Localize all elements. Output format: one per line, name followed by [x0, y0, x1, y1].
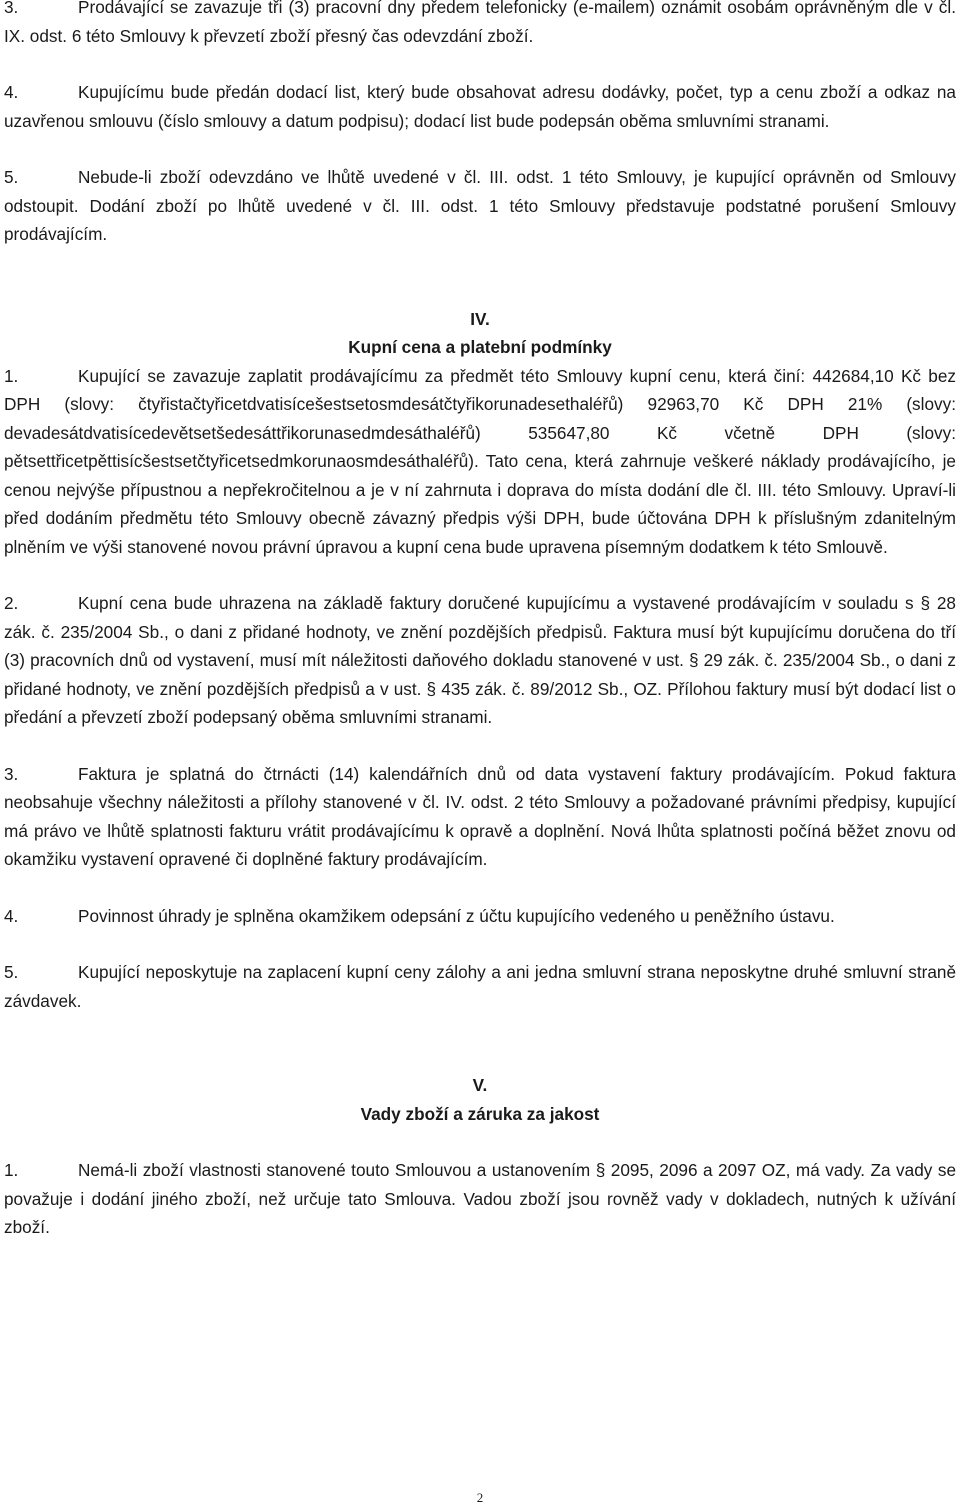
paragraph-number: 5. — [4, 167, 19, 187]
paragraph-text: Prodávající se zavazuje tři (3) pracovní dny předem telefonicky (e-mailem) oznámit osobám oprávněným dle v čl. IX. odst. 6 této Smlouvy k převzetí zboží přesný čas odevzdání zboží. — [4, 0, 956, 46]
paragraph-4 — [4, 78, 956, 135]
paragraph-text: Kupující neposkytuje na zaplacení kupní ceny zálohy a ani jedna smluvní strana neposkytne druhé smluvní straně závdavek. — [4, 962, 956, 1011]
paragraph-number: 1. — [4, 365, 19, 386]
paragraph-number: 5. — [4, 962, 19, 982]
section-5-title: Vady zboží a záruka za jakost — [360, 1103, 600, 1124]
paragraph-text: Povinnost úhrady je splněna okamžikem odepsání z účtu kupujícího vedeného u peněžního ústavu. — [78, 905, 835, 926]
section-4-number: IV. — [470, 308, 490, 329]
paragraph-text: Kupní cena bude uhrazena na základě faktury doručené kupujícímu a vystavené prodávajícím v souladu s § 28 zák. č. 235/2004 Sb., o dani z přidané hodnoty, ve znění pozdějších předpisů. Faktura musí být kupujícímu doručena do tří (3) pracovních dnů od vystavení, musí mít náležitosti daňového dokladu stanovené v ust. § 29 zák. č. 235/2004 Sb., o dani z přidané hodnoty, ve znění pozdějších předpisů a v ust. § 435 zák. č. 89/2012 Sb., OZ. Přílohou faktury musí být dodací list o předání a převzetí zboží podepsaný oběma smluvními stranami. — [4, 593, 956, 727]
paragraph-number: 2. — [4, 593, 19, 613]
section-4-paragraph-1 — [4, 362, 956, 562]
paragraph-text: Kupující se zavazuje zaplatit prodávajícímu za předmět této Smlouvy kupní cenu, která činí: 442684,10 Kč bez DPH (slovy: čtyřistačtyřicetdvatisícešestsetosmdesátčtyřikorunadesethaléřů) 92963,70 Kč DPH 21% (slovy: devadesátdvatisícedevětsetšedesáttřikorunasedmdesáthaléřů) 535647,80 Kč včetně DPH (slovy: pětsettřicetpěttisícšestsetčtyřicetsedmkorunaosmdesáthaléřů). Tato cena, která zahrnuje veškeré náklady prodávajícího, je cenou nejvýše přípustnou a nepřekročitelnou a je v ní zahrnuta i doprava do místa dodání dle čl. III. této Smlouvy. Upraví-li před dodáním předmětu této Smlouvy obecně závazný předpis výši DPH, bude účtována DPH k příslušným zdanitelným plněním ve výši stanovené novou právní úpravou a kupní cena bude upravena písemným dodatkem k této Smlouvě. — [4, 365, 956, 557]
section-5-paragraph-1 — [4, 1156, 956, 1242]
section-4-paragraph-2 — [4, 589, 956, 732]
paragraph-text: Faktura je splatná do čtrnácti (14) kalendářních dnů od data vystavení faktury prodávajícím. Pokud faktura neobsahuje všechny náležitosti a přílohy stanovené v čl. IV. odst. 2 této Smlouvy a požadované právními předpisy, kupující má právo ve lhůtě splatnosti fakturu vrátit prodávajícímu k opravě a doplnění. Nová lhůta splatnosti počíná běžet znovu od okamžiku vystavení opravené či doplněné faktury prodávajícím. — [4, 763, 956, 869]
section-4-title: Kupní cena a platební podmínky — [348, 337, 612, 357]
section-4-paragraph-3 — [4, 760, 956, 874]
paragraph-number: 1. — [4, 1160, 19, 1180]
page-number: 2 — [476, 1490, 484, 1505]
paragraph-number: 3. — [4, 763, 19, 784]
paragraph-5 — [4, 163, 956, 249]
paragraph-text: Nemá-li zboží vlastnosti stanovené touto Smlouvou a ustanovením § 2095, 2096 a 2097 OZ, má vady. Za vady se považuje i dodání jiného zboží, než určuje tato Smlouva. Vadou zboží jsou rovněž vady v dokladech, nutných k užívání zboží. — [4, 1160, 956, 1237]
paragraph-3 — [4, 0, 956, 50]
section-5-number: V. — [472, 1075, 488, 1095]
paragraph-text: Kupujícímu bude předán dodací list, který bude obsahovat adresu dodávky, počet, typ a cenu zboží a odkaz na uzavřenou smlouvu (číslo smlouvy a datum podpisu); dodací list bude podepsán oběma smluvními stranami. — [4, 82, 956, 131]
paragraph-number: 4. — [4, 82, 19, 102]
document-page — [4, 0, 956, 1242]
section-4-paragraph-5 — [4, 958, 956, 1015]
section-4-paragraph-4 — [4, 902, 956, 931]
paragraph-number: 3. — [4, 0, 19, 17]
paragraph-text: Nebude-li zboží odevzdáno ve lhůtě uvedené v čl. III. odst. 1 této Smlouvy, je kupující oprávněn od Smlouvy odstoupit. Dodání zboží po lhůtě uvedené v čl. III. odst. 1 této Smlouvy představuje podstatné porušení Smlouvy prodávajícím. — [4, 167, 956, 244]
paragraph-number: 4. — [4, 905, 19, 926]
